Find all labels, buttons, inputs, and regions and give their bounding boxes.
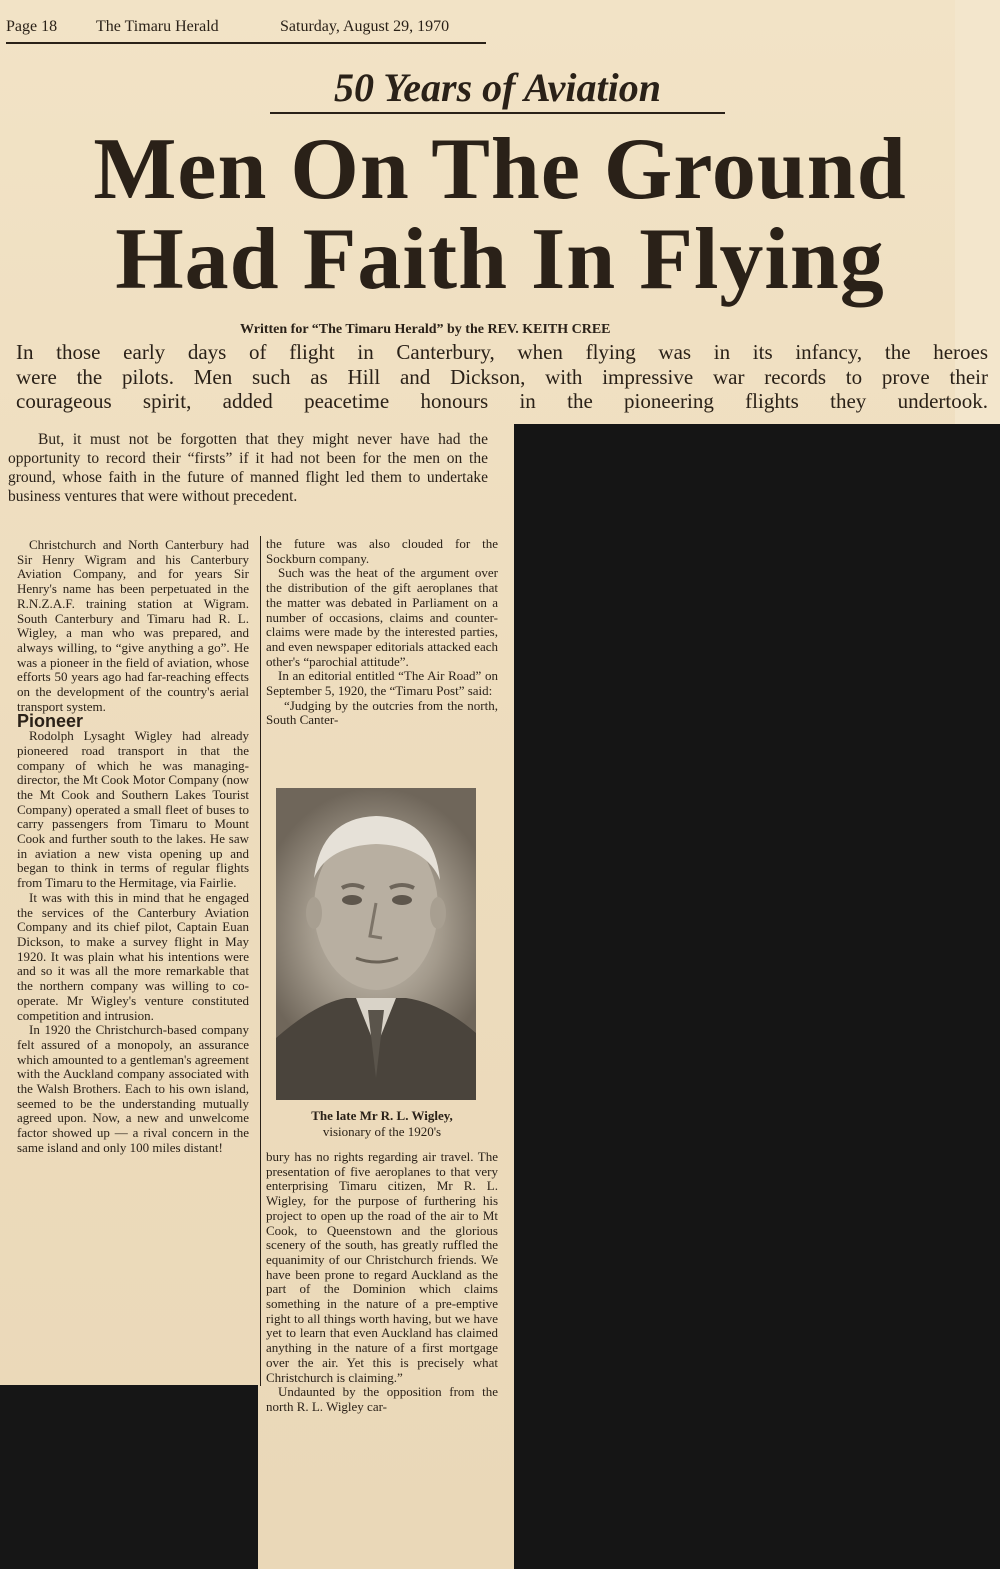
byline: Written for “The Timaru Herald” by the REV. KEITH CREE — [240, 322, 611, 337]
newspaper-name: The Timaru Herald — [96, 18, 219, 35]
paragraph: Rodolph Lysaght Wigley had already pioneered road transport in that the company of which he was managing-director, the Mt Cook Motor Company (now the Mt Cook and Southern Lakes Tourist Company) operated a small fleet of buses to carry passengers from Timaru to Mount Cook and further south to the lakes. He saw in aviation a new vista opening up and began to think in terms of regular flights from Timaru to the Hermitage, via Fairlie. — [17, 728, 249, 891]
portrait-photo — [276, 788, 476, 1100]
paragraph: Such was the heat of the argument over the distribution of the gift aeroplanes that the matter was debated in Parliament on a number of occasions, claims and counter-claims were made by the interested parties, and even newspaper editorials attacked each other's “parochial attitude”. — [266, 565, 498, 669]
masthead — [6, 18, 486, 44]
caption-line-1: The late Mr R. L. Wigley, — [311, 1108, 453, 1123]
caption-line-2: visionary of the 1920's — [322, 1124, 442, 1139]
paragraph: Christchurch and North Canterbury had Sir Henry Wigram and his Canterbury Aviation Company, and for years Sir Henry's name has been perpetuated in the R.N.Z.A.F. training station at Wigram. South Canterbury and Timaru had R. L. Wigley, a man who was prepared, and always willing, to “give anything a go”. He was a pioneer in the field of aviation, whose efforts 50 years ago had far-reaching effects on the development of the country's aerial transport system. — [17, 537, 249, 714]
paragraph: In 1920 the Christchurch-based company felt assured of a monopoly, an assurance which amounted to a gentleman's agreement with the Auckland company associated with the Walsh Brothers. Each to his own island, seemed to be the understanding mutually agreed upon. Now, a new and unwelcome factor showed up — a rival concern in the same island and only 100 miles distant! — [17, 1022, 249, 1155]
subhead-pioneer: Pioneer — [17, 711, 84, 732]
column-1 — [17, 538, 249, 1156]
kicker: 50 Years of Aviation — [270, 64, 725, 114]
column-rule — [260, 536, 261, 1386]
paragraph: Undaunted by the opposition from the north R. L. Wigley car- — [266, 1384, 498, 1414]
paragraph: In an editorial entitled “The Air Road” on September 5, 1920, the “Timaru Post” said: — [266, 668, 498, 699]
intro-paragraph — [8, 430, 488, 506]
headline-line-1: Men On The Ground — [93, 121, 907, 218]
lede-line: courageous spirit, added peacetime honours in the pioneering flights they undertook. — [16, 389, 988, 413]
column-2-bottom — [266, 1150, 498, 1415]
page-number: Page 18 — [6, 18, 58, 35]
intro-text: But, it must not be forgotten that they might never have had the opportunity to record their “firsts” if it had not been for the men on the ground, whose faith in the future of manned flight led them to undertake business ventures that were without precedent. — [8, 431, 488, 505]
issue-date: Saturday, August 29, 1970 — [280, 18, 450, 35]
lede-line: were the pilots. Men such as Hill and Dickson, with impressive war records to prove their — [16, 364, 988, 389]
lede — [16, 340, 988, 414]
dark-background-corner — [0, 1385, 258, 1569]
photo-caption — [266, 1108, 498, 1140]
paragraph: “Judging by the outcries from the north, South Canter- — [266, 697, 498, 728]
column-2-top — [266, 537, 498, 728]
paragraph: bury has no rights regarding air travel. The presentation of five aeroplanes to that very enterprising Timaru citizen, Mr R. L. Wigley, for the purpose of furthering his project to open up the road of the air to Mt Cook, to Queenstown and the glorious scenery of the south, has greatly ruffled the equanimity of our Christchurch friends. We have been prone to regard Auckland as the part of the Dominion which claims something in the nature of a pre-emptive right to all things worth having, but we have yet to learn that even Auckland has claimed anything in the nature of a first mortgage over the air. Yet this is precisely what Christchurch is claiming.” — [266, 1149, 498, 1385]
headline-line-2: Had Faith In Flying — [115, 211, 885, 308]
paragraph: the future was also clouded for the Sockburn company. — [266, 536, 498, 566]
paragraph: It was with this in mind that he engaged the services of the Canterbury Aviation Company and its chief pilot, Captain Euan Dickson, to make a survey flight in May 1920. It was plain what his intentions were and so it was all the more remarkable that the northern company was willing to co-operate. Mr Wigley's venture constituted competition and intrusion. — [17, 889, 249, 1023]
dark-background — [514, 424, 1000, 1569]
lede-line: In those early days of flight in Canterbury, when flying was in its infancy, the heroes — [16, 340, 988, 364]
portrait-illustration — [276, 788, 476, 1100]
